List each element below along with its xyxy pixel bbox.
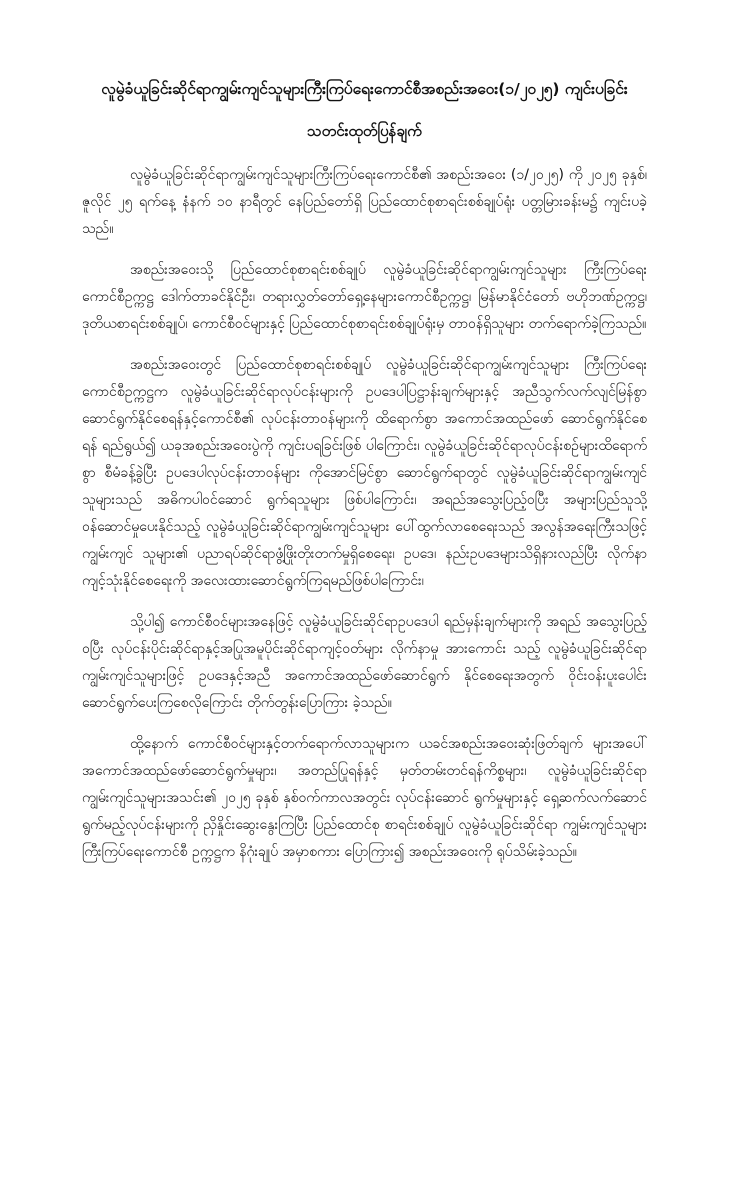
paragraph-5: ထို့နောက် ကောင်စီဝင်များနှင့်တက်ရောက်လာသူများက ယခင်အစည်းအဝေးဆုံးဖြတ်ချက် များအပေါ် အကောင်အထည်ဖော်ဆောင်ရွက်မှုများ၊ အတည်ပြုရန်နှင့် မှတ်တမ်းတင်ရန်ကိစ္စများ၊ လူမွဲခံယူခြင်းဆိုင်ရာကျွမ်းကျင်သူများအသင်း၏ ၂၀၂၅ ခုနှစ် နှစ်ဝက်ကာလအတွင်း လုပ်ငန်းဆောင် ရွက်မှုများနှင့် ရှေ့ဆက်လက်ဆောင်ရွက်မည့်လုပ်ငန်းများကို ညှိနှိုင်းဆွေးနွေးကြပြီး ပြည်ထောင်စု စာရင်းစစ်ချုပ် လူမွဲခံယူခြင်းဆိုင်ရာ ကျွမ်းကျင်သူများကြီးကြပ်ရေးကောင်စီ ဥက္ကဋ္ဌက နိဂုံးချုပ် အမှာစကား ပြောကြား၍ အစည်းအဝေးကို ရုပ်သိမ်းခဲ့သည်။ bbox=[82, 736, 647, 860]
document-subtitle: သတင်းထုတ်ပြန်ချက် bbox=[307, 122, 422, 140]
paragraph-2: အစည်းအဝေးသို့ ပြည်ထောင်စုစာရင်းစစ်ချုပ် လူမွဲခံယူခြင်းဆိုင်ရာကျွမ်းကျင်သူများ ကြီးကြပ်ရေး ကောင်စီဥက္ကဋ္ဌ ဒေါက်တာခင်နိုင်ဦး၊ တရားလွှတ်တော်ရှေ့နေများကောင်စီဥက္ကဋ္ဌ၊ မြန်မာနိုင်ငံတော် ဗဟိုဘဏ်ဥက္ကဋ္ဌ၊ ဒုတိယစာရင်းစစ်ချုပ်၊ ကောင်စီဝင်များနှင့် ပြည်ထောင်စုစာရင်းစစ်ချုပ်ရုံးမှ တာဝန်ရှိသူများ တက်ရောက်ခဲ့ကြသည်။ bbox=[82, 262, 647, 332]
paragraph-3: အစည်းအဝေးတွင် ပြည်ထောင်စုစာရင်းစစ်ချုပ် လူမွဲခံယူခြင်းဆိုင်ရာကျွမ်းကျင်သူများ ကြီးကြပ်ရေးကောင်စီဥက္ကဋ္ဌက လူမွဲခံယူခြင်းဆိုင်ရာလုပ်ငန်းများကို ဥပဒေပါပြဋ္ဌာန်းချက်များနှင့် အညီသွက်လက်လျင်မြန်စွာ ဆောင်ရွက်နိုင်စေရန်နှင့်ကောင်စီ၏ လုပ်ငန်းတာဝန်များကို ထိရောက်စွာ အကောင်အထည်ဖော် ဆောင်ရွက်နိုင်စေရန် ရည်ရွယ်၍ ယခုအစည်းအဝေးပွဲကို ကျင်းပရခြင်းဖြစ် ပါကြောင်း၊ လူမွဲခံယူခြင်းဆိုင်ရာလုပ်ငန်းစဉ်များထိရောက်စွာ စီမံခန့်ခွဲပြီး ဥပဒေပါလုပ်ငန်းတာဝန်များ ကိုအောင်မြင်စွာ ဆောင်ရွက်ရာတွင် လူမွဲခံယူခြင်းဆိုင်ရာကျွမ်းကျင်သူများသည် အဓိကပါဝင်ဆောင် ရွက်ရသူများ ဖြစ်ပါကြောင်း၊ အရည်အသွေးပြည့်ဝပြီး အများပြည်သူသို့ ဝန်ဆောင်မှုပေးနိုင်သည့် လူမွဲခံယူခြင်းဆိုင်ရာကျွမ်းကျင်သူများ ပေါ်ထွက်လာစေရေးသည် အလွန်အရေးကြီးသဖြင့် ကျွမ်းကျင် သူများ၏ ပညာရပ်ဆိုင်ရာဖွံ့ဖြိုးတိုးတက်မှုရှိစေရေး၊ ဥပဒေ၊ နည်းဥပဒေများသိရှိနားလည်ပြီး လိုက်နာ ကျင့်သုံးနိုင်စေရေးကို အလေးထားဆောင်ရွက်ကြရမည်ဖြစ်ပါကြောင်း၊ bbox=[82, 357, 647, 589]
paragraph-1: လူမွဲခံယူခြင်းဆိုင်ရာကျွမ်းကျင်သူများကြီးကြပ်ရေးကောင်စီ၏ အစည်းအဝေး (၁/၂၀၂၅) ကို ၂၀၂၅ ခုနှစ်၊ ဇူလိုင် ၂၅ ရက်နေ့ နံနက် ၁၀ နာရီတွင် နေပြည်တော်ရှိ ပြည်ထောင်စုစာရင်းစစ်ချုပ်ရုံး ပတ္တမြားခန်းမ၌ ကျင်းပခဲ့သည်။ bbox=[82, 167, 647, 237]
paragraph-4: သို့ပါ၍ ကောင်စီဝင်များအနေဖြင့် လူမွဲခံယူခြင်းဆိုင်ရာဥပဒေပါ ရည်မှန်းချက်များကို အရည် အသွေးပြည့်ဝပြီး လုပ်ငန်းပိုင်းဆိုင်ရာနှင့်အပြုအမူပိုင်းဆိုင်ရာကျင့်ဝတ်များ လိုက်နာမှု အားကောင်း သည့် လူမွဲခံယူခြင်းဆိုင်ရာ ကျွမ်းကျင်သူများဖြင့် ဥပဒေနှင့်အညီ အကောင်အထည်ဖော်ဆောင်ရွက် နိုင်စေရေးအတွက် ဝိုင်းဝန်းပူးပေါင်းဆောင်ရွက်ပေးကြစေလိုကြောင်း တိုက်တွန်းပြောကြား ခဲ့သည်။ bbox=[82, 614, 647, 711]
document-title: လူမွဲခံယူခြင်းဆိုင်ရာကျွမ်းကျင်သူများကြီးကြပ်ရေးကောင်စီအစည်းအဝေး(၁/၂၀၂၅) ကျင်းပခြင်း bbox=[101, 80, 628, 98]
